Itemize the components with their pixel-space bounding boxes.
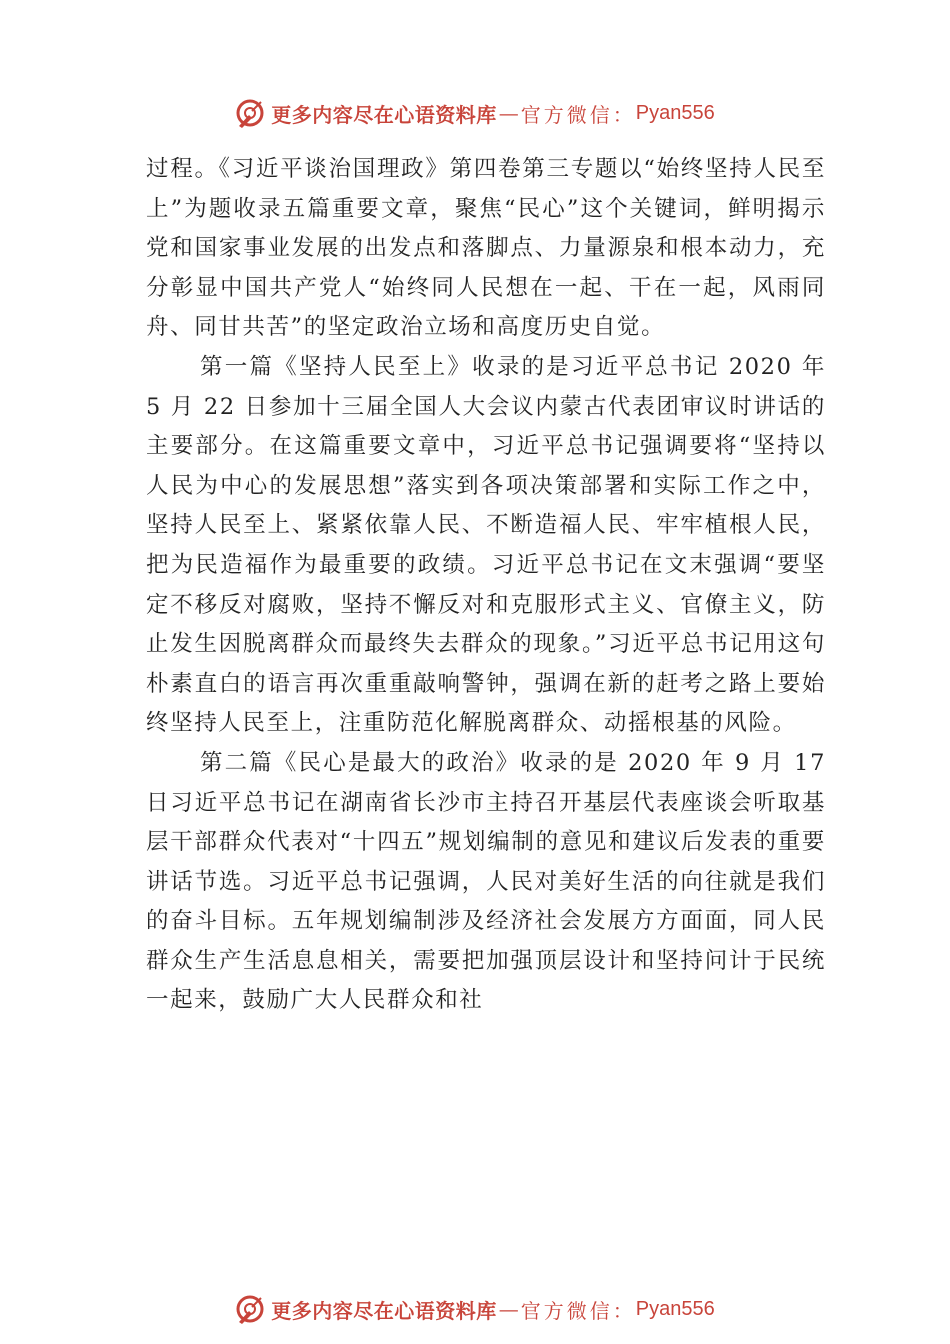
header-banner — [0, 96, 950, 130]
wechat-id: Pyan556 — [635, 1297, 715, 1320]
banner-dash: — — [498, 101, 519, 125]
paragraph-1: 过程。《习近平谈治国理政》第四卷第三专题以“始终坚持人民至上”为题收录五篇重要文章，聚焦“民心”这个关键词，鲜明揭示党和国家事业发展的出发点和落脚点、力量源泉和根本动力，充分彰显中国共产党人“始终同人民想在一起、干在一起，风雨同舟、同甘共苦”的坚定政治立场和高度历史自觉。 — [146, 156, 826, 341]
wechat-label: 官方微信： — [520, 1298, 636, 1323]
site-name: 更多内容尽在心语资料库 — [271, 102, 497, 127]
paragraph-3: 第二篇《民心是最大的政治》收录的是 2020 年 9 月 17 日习近平总书记在湖南省长沙市主持召开基层代表座谈会听取基层干部群众代表对“十四五”规划编制的意见和建议后发表的重要讲话节选。习近平总书记强调，人民对美好生活的向往就是我们的奋斗目标。五年规划编制涉及经济社会发展方方面面，同人民群众生产生活息息相关，需要把加强顶层设计和坚持问计于民统一起来，鼓励广大人民群众和社 — [146, 749, 826, 1014]
document-body — [146, 150, 826, 1021]
pen-logo-icon — [235, 98, 265, 128]
pen-logo-icon — [235, 1294, 265, 1324]
wechat-id: Pyan556 — [635, 101, 715, 124]
footer-banner — [0, 1292, 950, 1326]
banner-dash: — — [498, 1297, 519, 1321]
paragraph-2: 第一篇《坚持人民至上》收录的是习近平总书记 2020 年 5 月 22 日参加十三届全国人大会议内蒙古代表团审议时讲话的主要部分。在这篇重要文章中，习近平总书记强调要将“坚持以人民为中心的发展思想”落实到各项决策部署和实际工作之中，坚持人民至上、紧紧依靠人民、不断造福人民、牢牢植根人民，把为民造福作为最重要的政绩。习近平总书记在文末强调“要坚定不移反对腐败，坚持不懈反对和克服形式主义、官僚主义，防止发生因脱离群众而最终失去群众的现象。”习近平总书记用这句朴素直白的语言再次重重敲响警钟，强调在新的赶考之路上要始终坚持人民至上，注重防范化解脱离群众、动摇根基的风险。 — [146, 353, 826, 737]
wechat-label: 官方微信： — [520, 102, 636, 127]
site-name: 更多内容尽在心语资料库 — [271, 1298, 497, 1323]
